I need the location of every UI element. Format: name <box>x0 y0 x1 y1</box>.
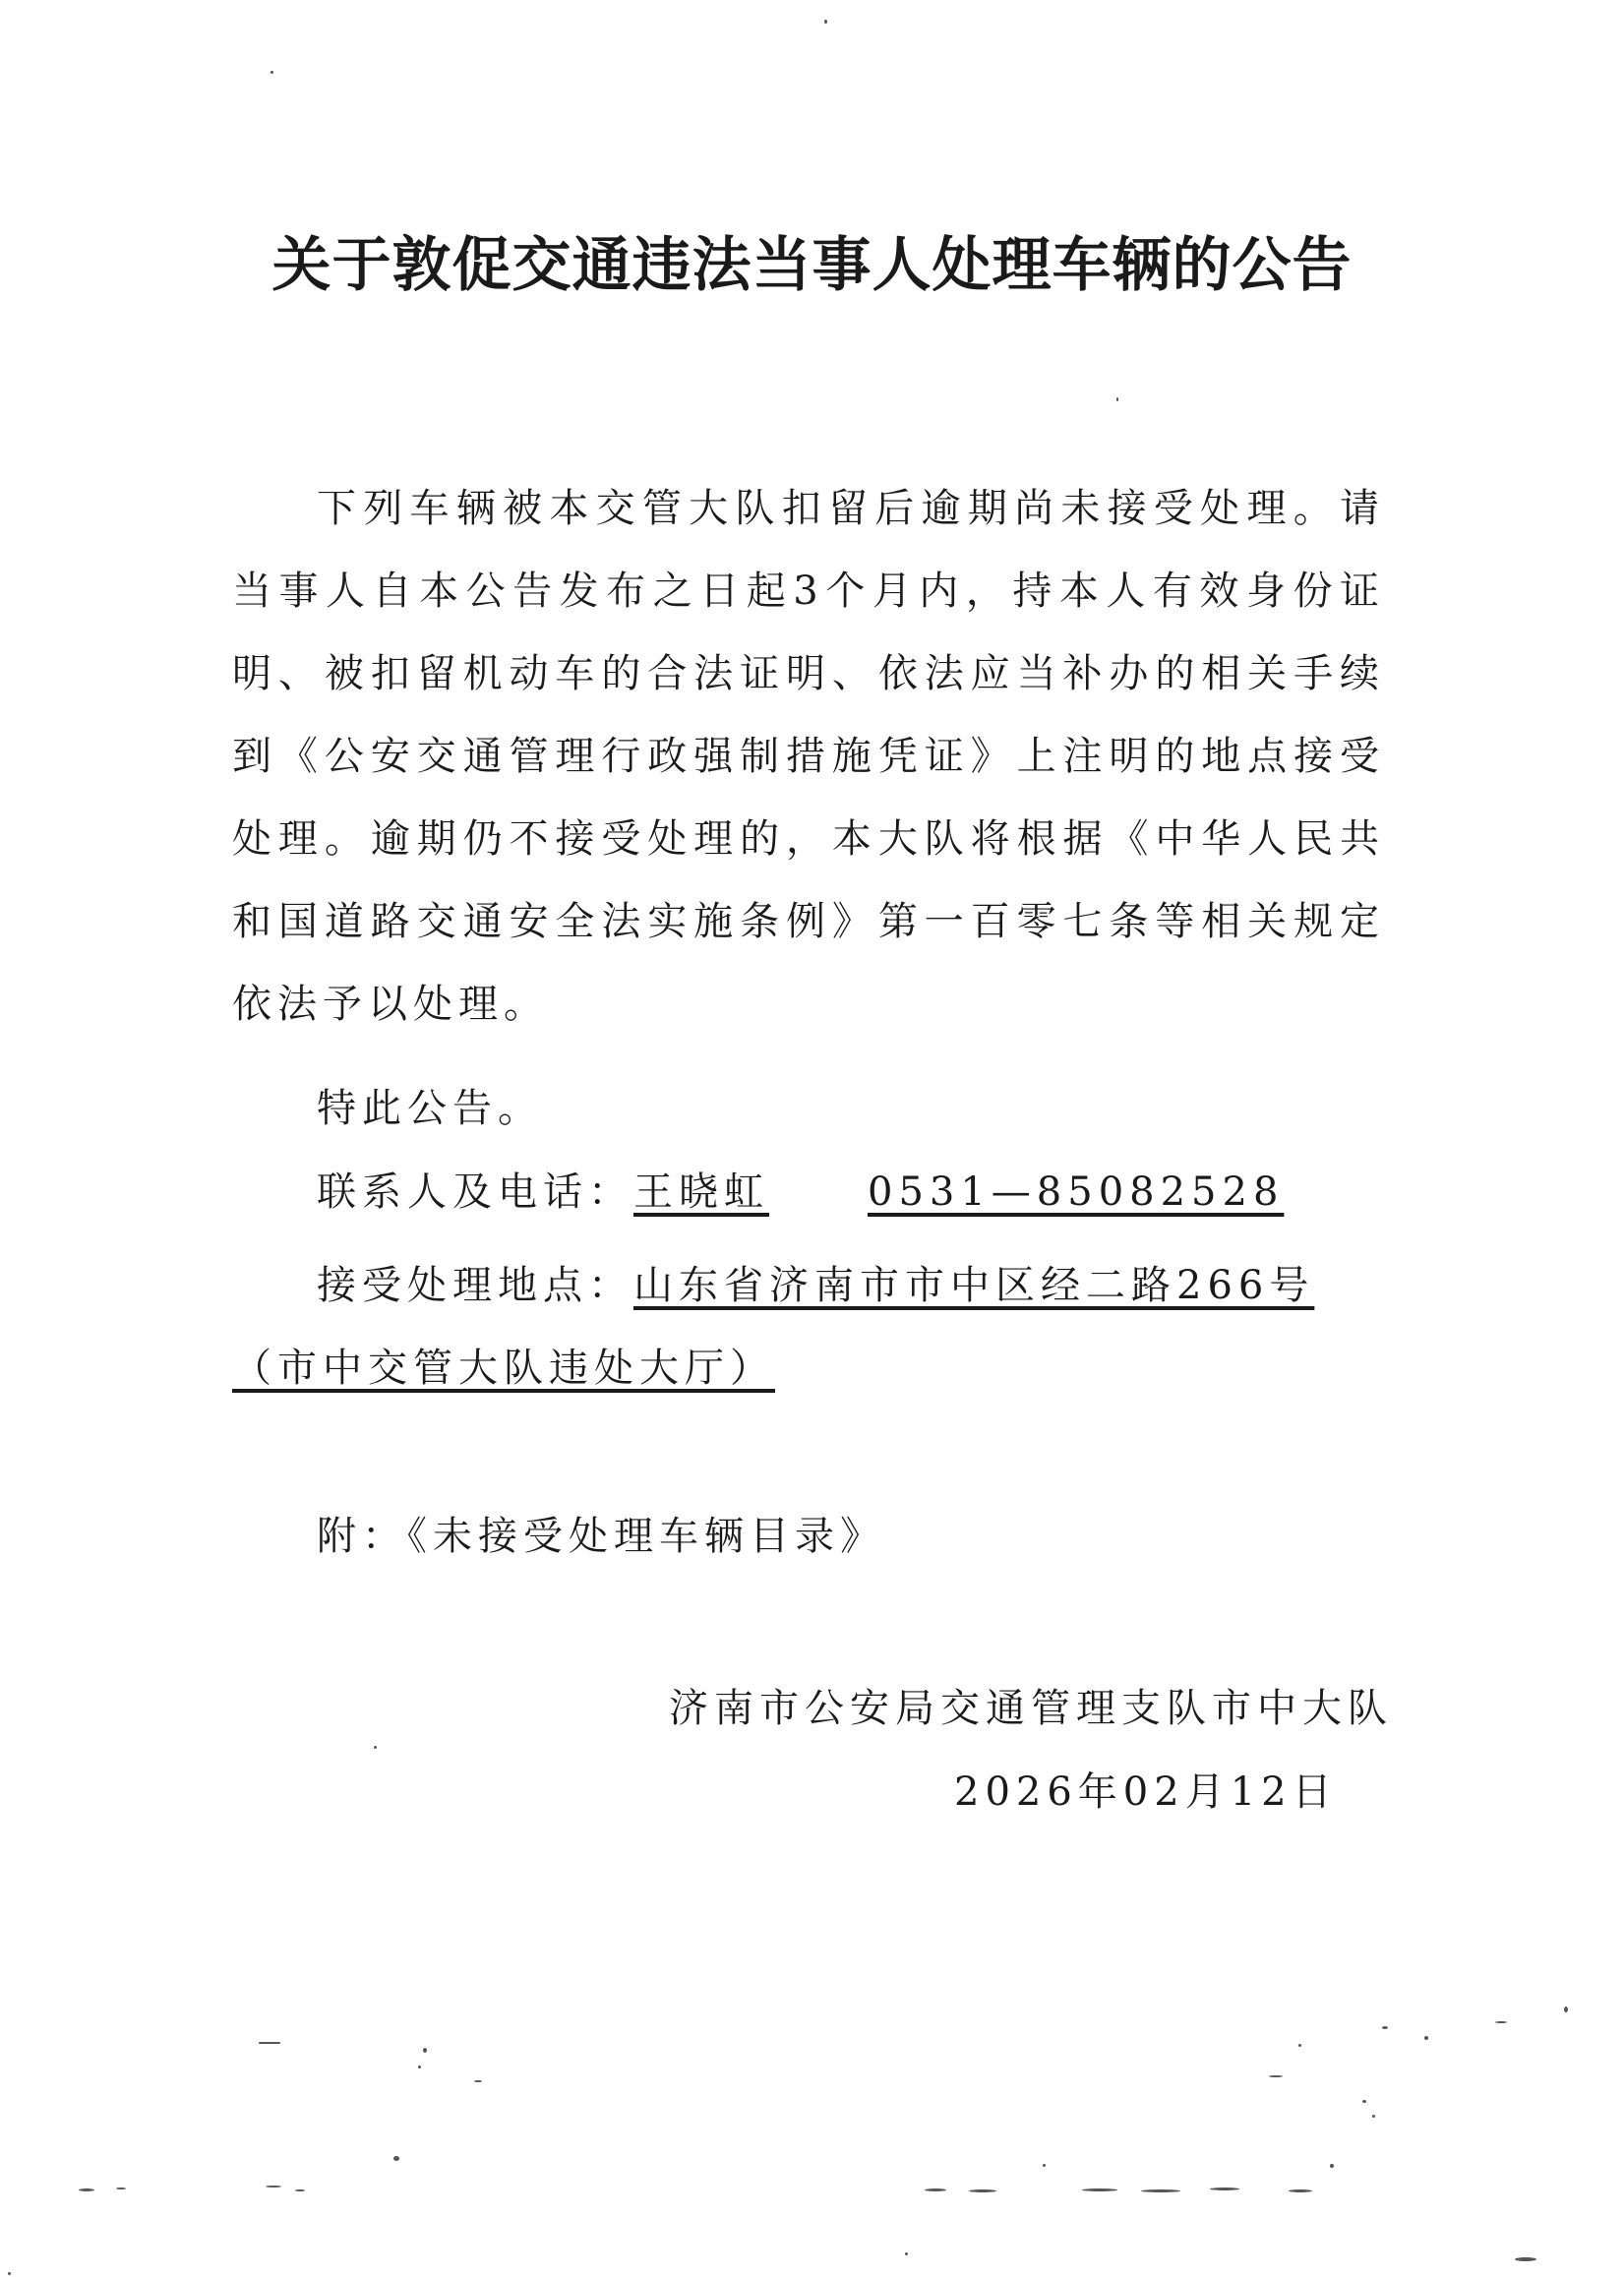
signature-organization: 济南市公安局交通管理支队市中大队 <box>669 1686 1393 1731</box>
location-address: 山东省济南市市中区经二路266号（市中交管大队违处大厅） <box>232 1263 1315 1391</box>
contact-info <box>633 1169 1284 1215</box>
signature-date: 2026年02月12日 <box>954 1769 1338 1815</box>
contact-line <box>317 1161 1284 1217</box>
contact-label: 联系人及电话： <box>317 1169 633 1215</box>
attachment-note: 附：《未接受处理车辆目录》 <box>317 1514 885 1559</box>
notice-body: 下列车辆被本交管大队扣留后逾期尚未接受处理。请当事人自本公告发布之日起3个月内，持本人有效身份证明、被扣留机动车的合法证明、依法应当补办的相关手续到《公安交通管理行政强制措施凭证》上注明的地点接受处理。逾期仍不接受处理的，本大队将根据《中华人民共和国道路交通安全法实施条例》第一百零七条等相关规定依法予以处理。 <box>232 486 1385 1027</box>
contact-phone: 0531—85082528 <box>868 1169 1285 1215</box>
location-line <box>232 1244 1385 1409</box>
notice-title: 关于敦促交通违法当事人处理车辆的公告 <box>271 231 1353 300</box>
location-label: 接受处理地点： <box>317 1263 633 1308</box>
closing-remark: 特此公告。 <box>317 1086 543 1131</box>
contact-name: 王晓虹 <box>633 1169 769 1215</box>
